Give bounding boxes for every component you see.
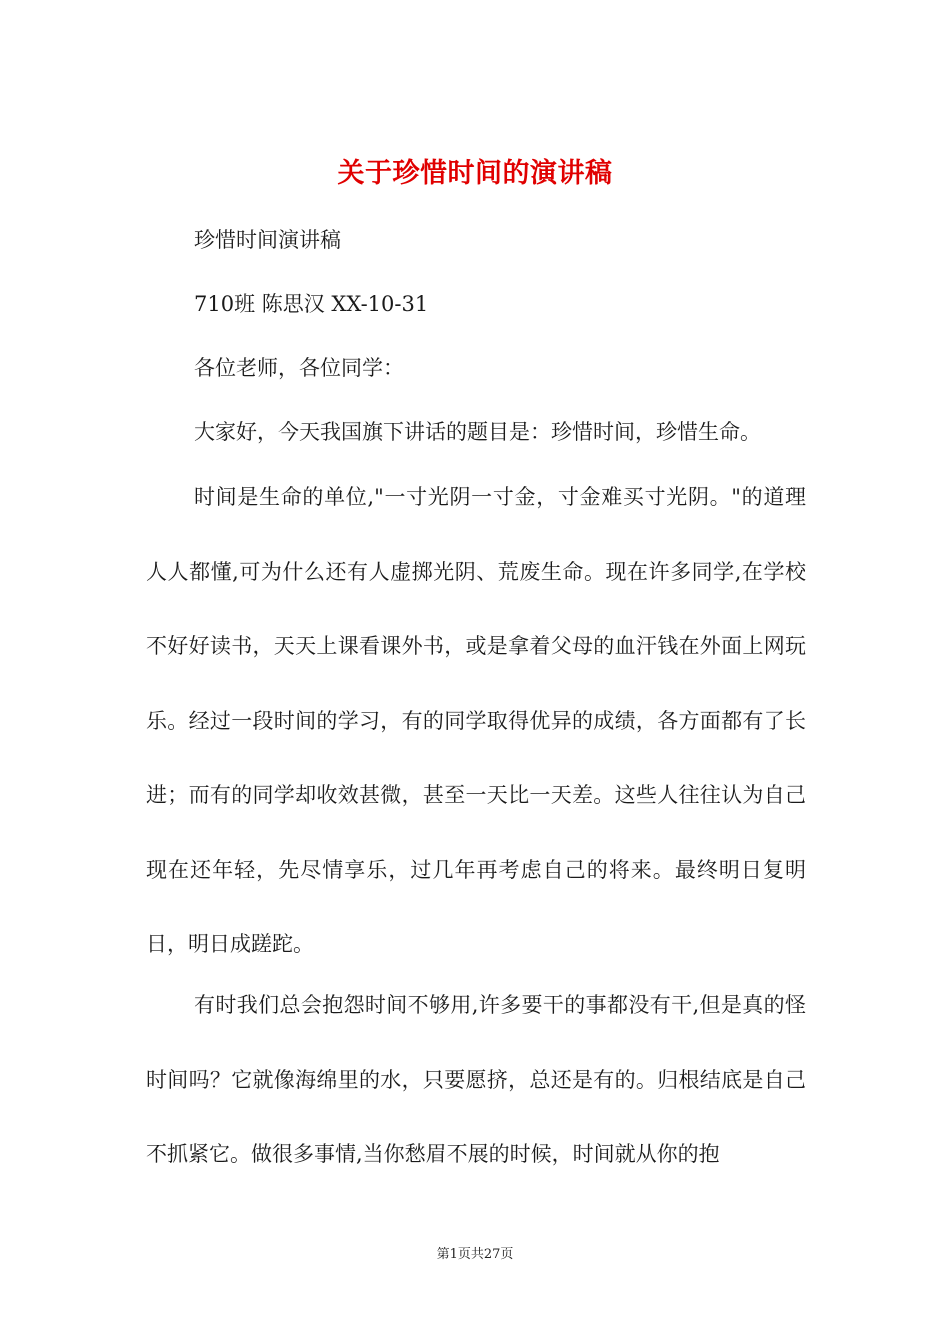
body-paragraph-2: 有时我们总会抱怨时间不够用,许多要干的事都没有干,但是真的怪时间吗？它就像海绵里的水，只要愿挤，总还是有的。归根结底是自己不抓紧它。做很多事情,当你愁眉不展的时候，时间就从你的抱 (146, 993, 806, 1166)
subtitle-line: 珍惜时间演讲稿 (194, 228, 341, 252)
intro-line: 大家好，今天我国旗下讲话的题目是：珍惜时间，珍惜生命。 (194, 420, 761, 444)
body-paragraph-1: 时间是生命的单位,"一寸光阴一寸金，寸金难买寸光阴。"的道理人人都懂,可为什么还有人虚掷光阴、荒废生命。现在许多同学,在学校不好好读书，天天上课看课外书，或是拿着父母的血汗钱在外面上网玩乐。经过一段时间的学习，有的同学取得优异的成绩，各方面都有了长进；而有的同学却收效甚微，甚至一天比一天差。这些人往往认为自己现在还年轻，先尽情享乐，过几年再考虑自己的将来。最终明日复明日，明日成蹉跎。 (146, 485, 806, 956)
salutation-line: 各位老师，各位同学： (194, 356, 404, 380)
document-title: 关于珍惜时间的演讲稿 (337, 158, 613, 189)
author-line: 710班 陈思汉 XX-10-31 (194, 292, 429, 316)
page-footer: 第1页共27页 (436, 1247, 514, 1262)
